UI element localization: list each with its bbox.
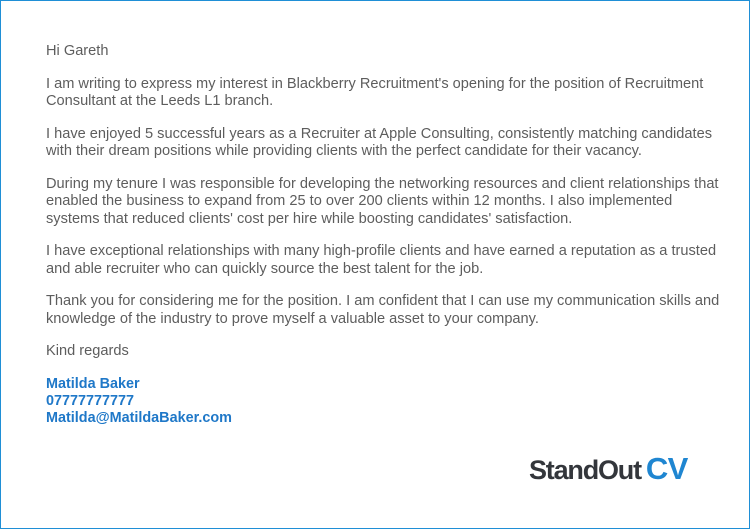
signature-block bbox=[46, 376, 726, 428]
letter-paragraph-relationships: I have exceptional relationships with many high-profile clients and have earned a reputation as a trusted and able recruiter who can quickly source the best talent for the job. bbox=[46, 243, 717, 277]
standout-cv-logo bbox=[529, 451, 688, 491]
letter-closing: Kind regards bbox=[46, 343, 129, 359]
letter-paragraph-intro: I am writing to express my interest in Blackberry Recruitment's opening for the position of Recruitment Consultant at the Leeds L1 branch. bbox=[46, 75, 704, 109]
letter-body bbox=[46, 43, 726, 427]
logo-wordmark: StandOut bbox=[529, 455, 641, 485]
letter-paragraph-achievements: During my tenure I was responsible for developing the networking resources and client relationships that enabled the business to expand from 25 to over 200 clients within 12 months. I also implemented systems that reduced clients' cost per hire while boosting candidates' satisfaction. bbox=[46, 175, 719, 227]
signature-name: Matilda Baker bbox=[46, 375, 140, 392]
letter-paragraph-experience: I have enjoyed 5 successful years as a Recruiter at Apple Consulting, consistently matching candidates with their dream positions while providing clients with the perfect candidate for their vacancy. bbox=[46, 125, 713, 159]
signature-phone: 07777777777 bbox=[46, 392, 135, 409]
letter-greeting: Hi Gareth bbox=[46, 43, 109, 59]
logo-cv-mark: CV bbox=[645, 451, 688, 486]
letter-paragraph-closing-statement: Thank you for considering me for the position. I am confident that I can use my communication skills and knowledge of the industry to prove myself a valuable asset to your company. bbox=[46, 293, 720, 327]
signature-email: Matilda@MatildaBaker.com bbox=[46, 409, 232, 426]
